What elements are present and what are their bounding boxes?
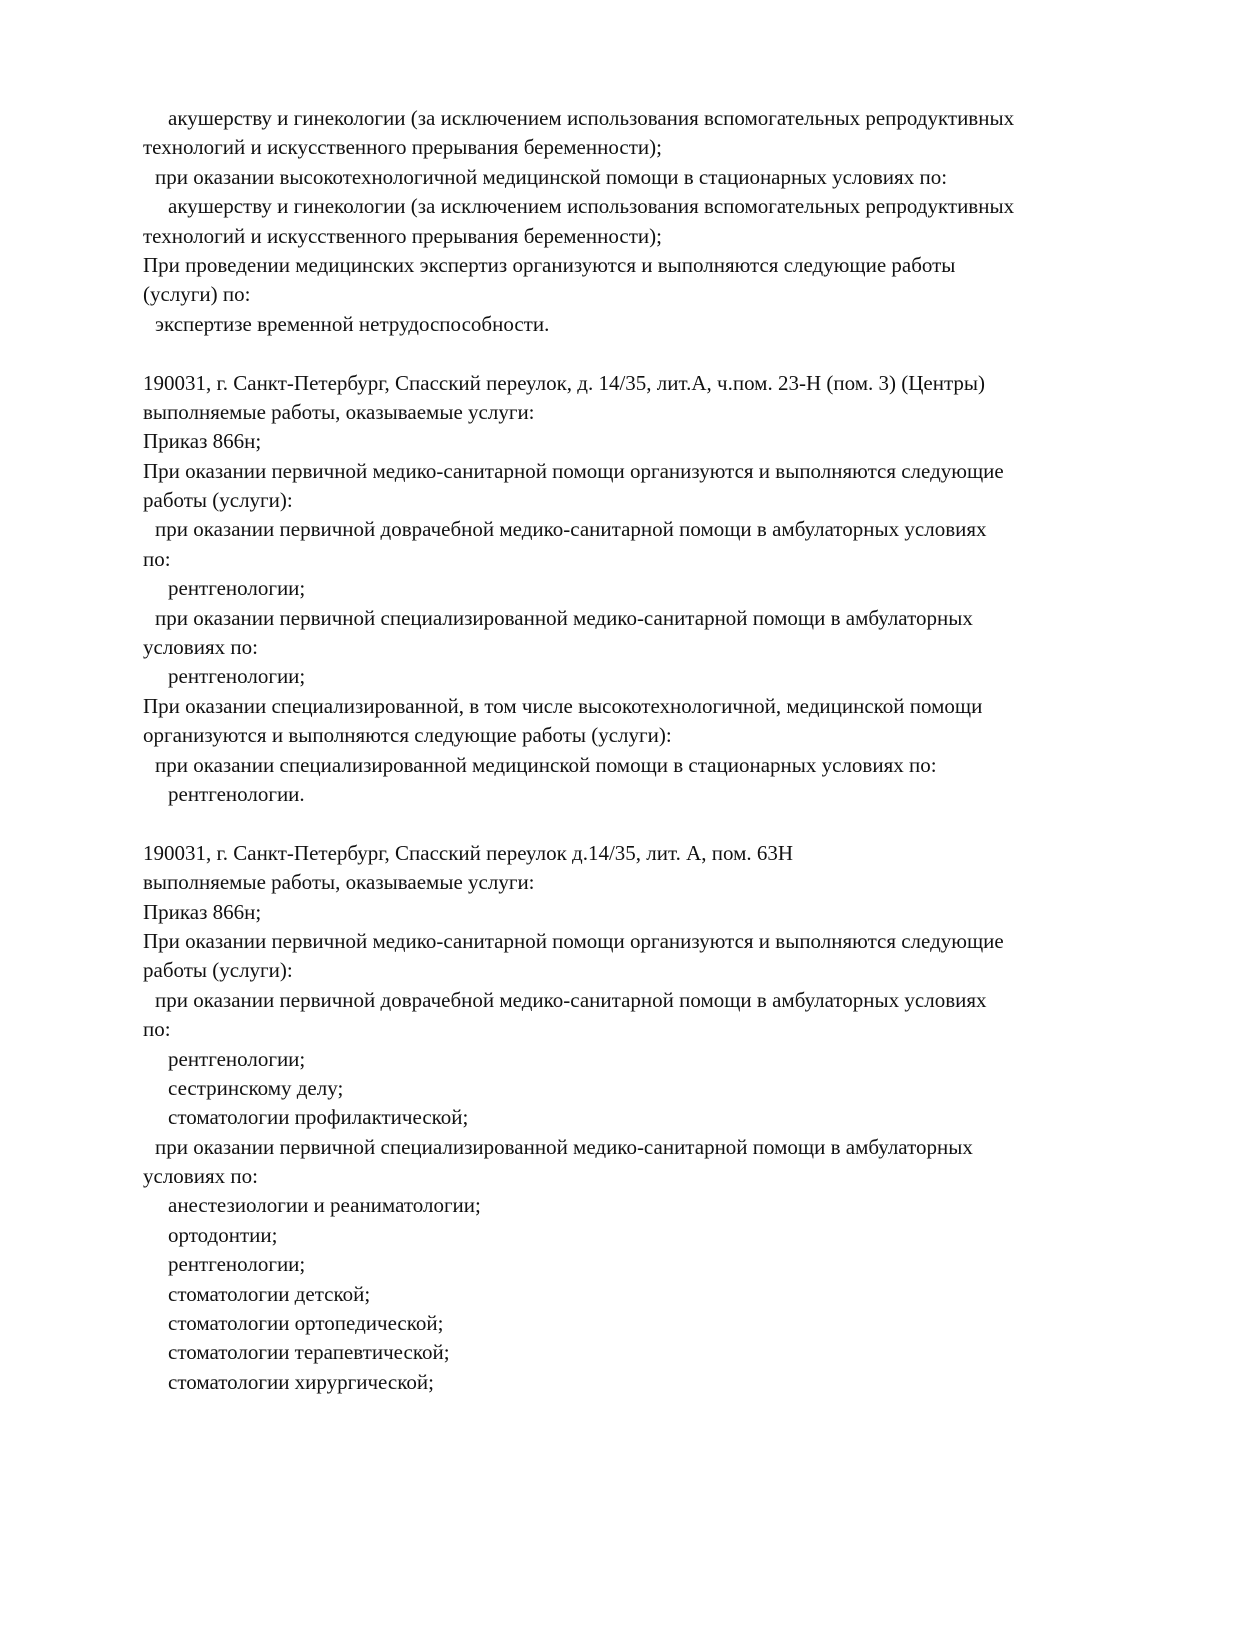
text-line: при оказании первичной специализированной медико-санитарной помощи в амбулаторных	[155, 1134, 973, 1159]
text-line: стоматологии профилактической;	[168, 1105, 469, 1130]
text-line: при оказании специализированной медицинской помощи в стационарных условиях по:	[155, 752, 937, 777]
text-line: условиях по:	[143, 635, 258, 660]
text-line: При оказании первичной медико-санитарной помощи организуются и выполняются следующие	[143, 928, 1004, 953]
text-line: ортодонтии;	[168, 1222, 278, 1247]
text-line: условиях по:	[143, 1164, 258, 1189]
text-line: При оказании первичной медико-санитарной помощи организуются и выполняются следующие	[143, 458, 1004, 483]
text-line: технологий и искусственного прерывания беременности);	[143, 135, 662, 160]
works-label: выполняемые работы, оказываемые услуги:	[143, 399, 535, 424]
order-reference: Приказ 866н;	[143, 429, 262, 454]
text-line: рентгенологии.	[168, 781, 305, 806]
text-line: рентгенологии;	[168, 1046, 306, 1071]
order-reference: Приказ 866н;	[143, 899, 262, 924]
text-line: При проведении медицинских экспертиз организуются и выполняются следующие работы	[143, 252, 956, 277]
address-heading: 190031, г. Санкт-Петербург, Спасский переулок, д. 14/35, лит.А, ч.пом. 23-Н (пом. 3) (Центры)	[143, 370, 985, 395]
text-line: акушерству и гинекологии (за исключением использования вспомогательных репродуктивных	[168, 106, 1015, 130]
text-line: сестринскому делу;	[168, 1075, 344, 1100]
text-line: рентгенологии;	[168, 664, 306, 689]
text-line: работы (услуги):	[143, 488, 293, 513]
text-line: технологий и искусственного прерывания беременности);	[143, 223, 662, 248]
text-line: рентгенологии;	[168, 1252, 306, 1277]
text-line: При оказании специализированной, в том числе высокотехнологичной, медицинской помощи	[143, 693, 983, 718]
text-line: при оказании первичной специализированной медико-санитарной помощи в амбулаторных	[155, 605, 973, 630]
text-line: организуются и выполняются следующие работы (услуги):	[143, 723, 672, 748]
address-heading: 190031, г. Санкт-Петербург, Спасский переулок д.14/35, лит. А, пом. 63Н	[143, 840, 794, 865]
text-line: при оказании высокотехнологичной медицинской помощи в стационарных условиях по:	[155, 164, 948, 189]
text-line: при оказании первичной доврачебной медико-санитарной помощи в амбулаторных условиях	[155, 517, 987, 542]
text-line: стоматологии терапевтической;	[168, 1340, 450, 1365]
blank-line	[143, 809, 1153, 838]
text-line: стоматологии детской;	[168, 1281, 371, 1306]
text-line: по:	[143, 546, 171, 571]
text-line: экспертизе временной нетрудоспособности.	[155, 311, 550, 336]
works-label: выполняемые работы, оказываемые услуги:	[143, 870, 535, 895]
blank-line	[143, 339, 1153, 368]
text-line: по:	[143, 1017, 171, 1042]
text-line: (услуги) по:	[143, 282, 251, 307]
document-body	[143, 104, 1153, 1397]
text-line: анестезиологии и реаниматологии;	[168, 1193, 481, 1218]
text-line: при оказании первичной доврачебной медико-санитарной помощи в амбулаторных условиях	[155, 987, 987, 1012]
text-line: работы (услуги):	[143, 958, 293, 983]
text-line: стоматологии ортопедической;	[168, 1311, 444, 1336]
text-line: акушерству и гинекологии (за исключением использования вспомогательных репродуктивных	[168, 194, 1015, 219]
text-line: рентгенологии;	[168, 576, 306, 601]
text-line: стоматологии хирургической;	[168, 1369, 434, 1394]
